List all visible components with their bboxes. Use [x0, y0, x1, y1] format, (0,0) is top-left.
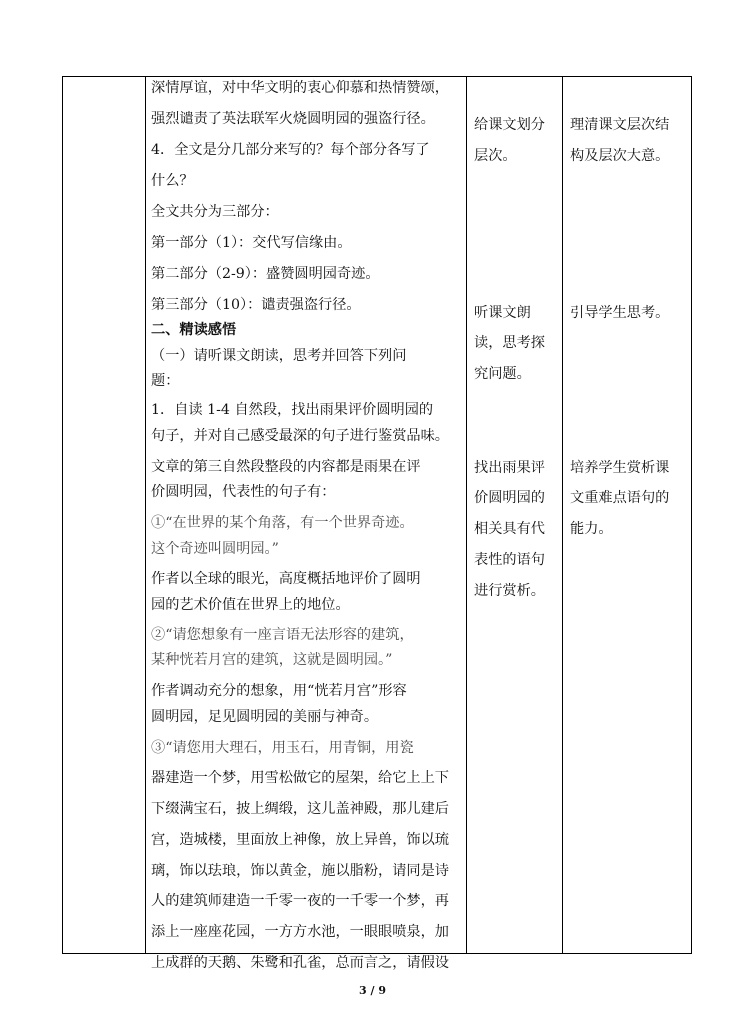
- content-line: 添上一座座花园，一方方水池，一眼眼喷泉，加: [151, 924, 449, 940]
- content-line: 第三部分（10）：谴责强盗行径。: [151, 297, 361, 313]
- content-line: 上成群的天鹅、朱鹭和孔雀，总而言之，请假设: [151, 955, 449, 971]
- content-line: 句子，并对自己感受最深的句子进行鉴赏品味。: [151, 428, 449, 444]
- design-intent-cell: [563, 77, 692, 954]
- student-activity-cell: [467, 77, 563, 954]
- content-line: 园的艺术价值在世界上的地位。: [151, 597, 350, 613]
- content-line: 题：: [151, 373, 180, 389]
- content-line: 1．自读 1-4 自然段，找出雨果评价圆明园的: [151, 402, 434, 418]
- content-line: 作者以全球的眼光，高度概括地评价了圆明: [151, 571, 421, 587]
- content-line: 圆明园，足见圆明园的美丽与神奇。: [151, 709, 379, 725]
- design-intent-line: 能力。: [570, 521, 613, 537]
- design-intent-line: 构及层次大意。: [570, 148, 670, 164]
- content-line: 宫，造城楼，里面放上神像，放上异兽，饰以琉: [151, 832, 449, 848]
- student-activity-line: 相关具有代: [474, 521, 545, 537]
- design-intent-line: 培养学生赏析课: [570, 460, 670, 476]
- content-line: ②“请您想象有一座言语无法形容的建筑，: [151, 627, 414, 643]
- content-line: ③“请您用大理石，用玉石，用青铜，用瓷: [151, 740, 414, 756]
- student-activity: [467, 77, 562, 953]
- content-line: 这个奇迹叫圆明园。”: [151, 541, 279, 557]
- content-line: 某种恍若月宫的建筑，这就是圆明园。”: [151, 652, 393, 668]
- content-line: 什么？: [151, 173, 194, 189]
- lesson-plan-table: [62, 76, 692, 971]
- design-intent: [563, 77, 691, 953]
- content-line: 全文共分为三部分：: [151, 204, 279, 220]
- content-line: 强烈谴责了英法联军火烧圆明园的强盗行径。: [151, 111, 435, 127]
- student-activity-line: 读，思考探: [474, 335, 545, 351]
- design-intent-line: 引导学生思考。: [570, 305, 670, 321]
- design-intent-line: 理清课文层次结: [570, 117, 670, 133]
- teaching-content-cell: [146, 77, 467, 971]
- page-number: 3 / 9: [359, 984, 386, 997]
- content-line: （一）请听课文朗读，思考并回答下列问: [151, 348, 407, 364]
- student-activity-line: 表性的语句: [474, 552, 545, 568]
- content-line: 器建造一个梦，用雪松做它的屋架，给它上上下: [151, 770, 449, 786]
- content-line: 深情厚谊，对中华文明的衷心仰慕和热情赞颂，: [151, 80, 449, 96]
- section-heading: 二、精读感悟: [151, 322, 237, 338]
- content-line: ①“在世界的某个角落，有一个世界奇迹。: [151, 515, 414, 531]
- content-line: 4．全文是分几部分来写的？每个部分各写了: [151, 142, 430, 158]
- content-line: 文章的第三自然段整段的内容都是雨果在评: [151, 459, 421, 475]
- content-line: 璃，饰以珐琅，饰以黄金，施以脂粉，请同是诗: [151, 863, 449, 879]
- student-activity-line: 找出雨果评: [474, 460, 545, 476]
- student-activity-line: 进行赏析。: [474, 583, 545, 599]
- student-activity-line: 层次。: [474, 148, 517, 164]
- content-line: 第二部分（2-9）：盛赞圆明园奇迹。: [151, 266, 380, 282]
- content-line: 作者调动充分的想象，用“恍若月宫”形容: [151, 683, 407, 699]
- student-activity-line: 究问题。: [474, 366, 531, 382]
- content-line: 第一部分（1）：交代写信缘由。: [151, 235, 352, 251]
- empty-left-cell: [63, 77, 146, 954]
- content-line: 价圆明园，代表性的句子有：: [151, 484, 336, 500]
- teaching-content: [146, 77, 466, 971]
- content-line: 人的建筑师建造一千零一夜的一千零一个梦，再: [151, 893, 449, 909]
- student-activity-line: 听课文朗: [474, 305, 531, 321]
- student-activity-line: 价圆明园的: [474, 490, 545, 506]
- student-activity-line: 给课文划分: [474, 117, 545, 133]
- content-line: 下缀满宝石，披上绸缎，这儿盖神殿，那儿建后: [151, 801, 449, 817]
- design-intent-line: 文重难点语句的: [570, 490, 670, 506]
